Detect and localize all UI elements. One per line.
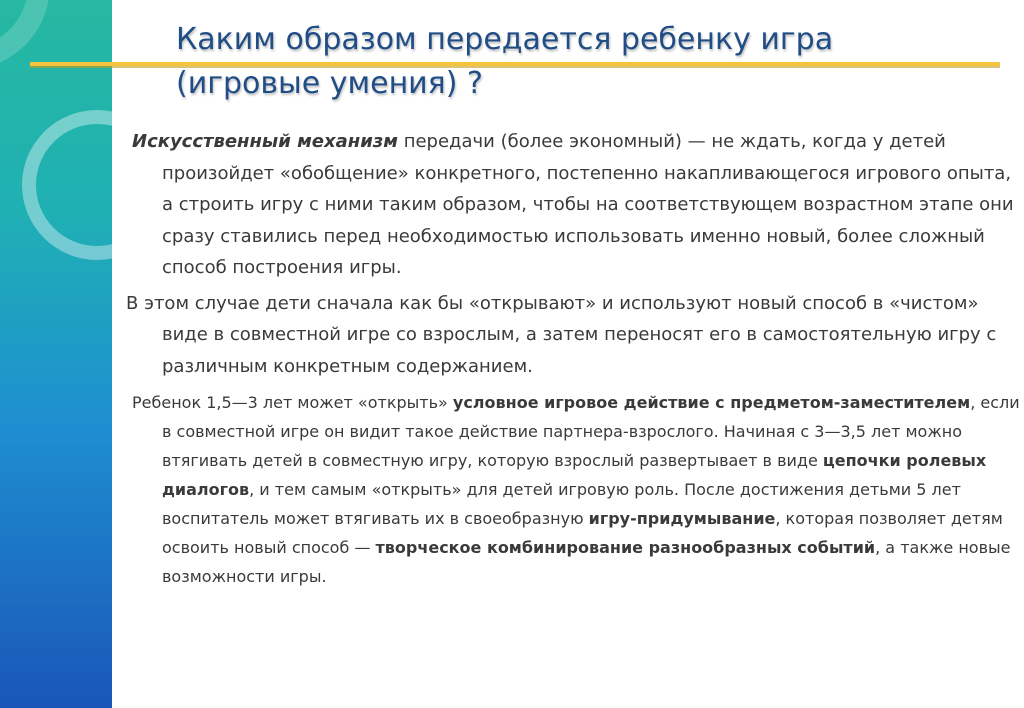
paragraph-3-bold-4: творческое комбинирование разнообразных событий — [375, 538, 876, 557]
paragraph-2-text: В этом случае дети сначала как бы «открывают» и используют новый способ в «чистом» виде в совместной игре со взрослым, а затем переносят его в самостоятельную игру с различным конкретным содержанием. — [126, 292, 997, 377]
paragraph-discovery — [118, 288, 1024, 383]
decorative-side-band — [0, 0, 112, 708]
paragraph-3-bold-2: цепочки ролевых диалогов — [162, 451, 987, 499]
paragraph-3-text-1: Ребенок 1,5—3 лет может «открыть» — [132, 393, 453, 412]
paragraph-3-text-2: , если в совместной игре он видит такое действие партнера-взрослого. Начиная с 3—3,5 лет можно втягивать детей в совместную игру, которую взрослый развертывает в виде — [162, 393, 1020, 470]
paragraph-3-text-4: , которая позволяет детям освоить новый способ — — [162, 509, 1003, 557]
paragraph-age-stages — [118, 388, 1024, 591]
paragraph-3-bold-3: игру-придумывание — [588, 509, 776, 528]
decorative-ring — [22, 110, 112, 260]
slide-title — [176, 18, 1006, 106]
paragraph-3-bold-1: условное игровое действие с предметом-заместителем — [452, 393, 971, 412]
slide-title-line-2: (игровые умения) ? — [176, 66, 483, 101]
paragraph-3-text-3: , и тем самым «открыть» для детей игровую роль. После достижения детьми 5 лет воспитатель может втягивать их в своеобразную — [162, 480, 961, 528]
paragraph-1-text: передачи (более экономный) — не ждать, когда у детей произойдет «обобщение» конкретного, постепенно накапливающегося игрового опыта, а строить игру с ними таким образом, чтобы на соответствующем возрастном этапе они сразу ставились перед необходимостью использовать именно новый, более сложный способ построения игры. — [162, 131, 1014, 278]
paragraph-1-emphasis: Искусственный механизм — [132, 131, 398, 152]
slide-body — [118, 126, 1024, 591]
paragraph-artificial-mechanism — [118, 126, 1024, 284]
decorative-ring-top — [0, 0, 50, 70]
paragraph-3-text-5: , а также новые возможности игры. — [162, 538, 1011, 586]
slide-title-line-1: Каким образом передается ребенку игра — [176, 22, 834, 57]
